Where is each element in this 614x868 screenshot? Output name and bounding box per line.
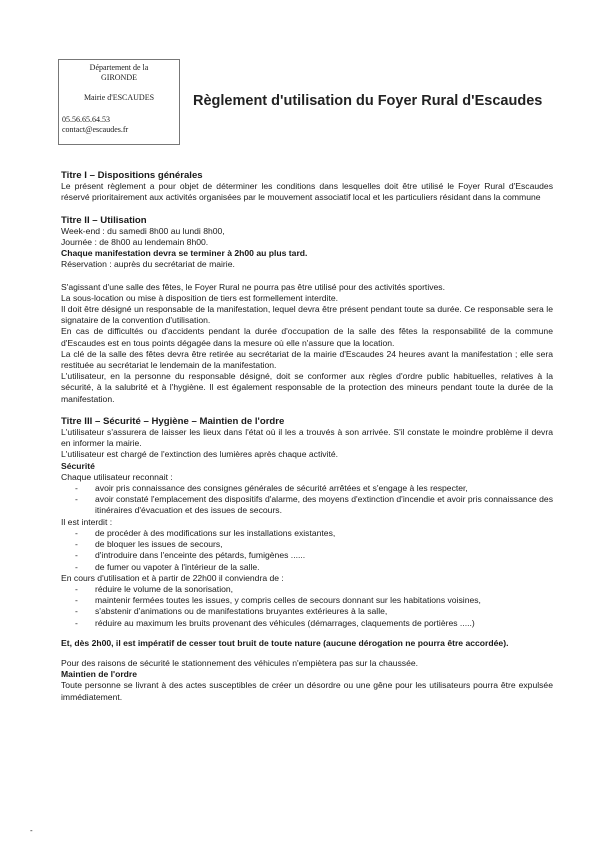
stamp-phone: 05.56.65.64.53 xyxy=(62,115,110,124)
list-item: - de bloquer les issues de secours, xyxy=(61,539,553,550)
list-item: - s'abstenir d'animations ou de manifestations bruyantes extérieures à la salle, xyxy=(61,606,553,617)
titre2-fin: Chaque manifestation devra se terminer à 2h00 au plus tard. xyxy=(61,248,308,259)
page-mark: - xyxy=(30,826,33,835)
maintien-text: Toute personne se livrant à des actes susceptibles de créer un désordre ou une gêne pour les utilisateurs pourra être expulsée immédiatement. xyxy=(61,680,553,702)
page-title: Règlement d'utilisation du Foyer Rural d'Escaudes xyxy=(193,93,543,109)
reconnait-intro: Chaque utilisateur reconnait : xyxy=(61,471,173,482)
titre2-p6: L'utilisateur, en la personne du responsable désigné, doit se conformer aux règles d'ordre public habituelles, relatives à la sécurité, à la salubrité et à l'hygiène. Il est également responsable de la protection des mineurs pendant toute la durée de la manifestation. xyxy=(61,371,553,404)
stamp-mairie: Mairie d'ESCAUDES xyxy=(83,93,155,102)
list-item: - avoir constaté l'emplacement des dispositifs d'alarme, des moyens d'extinction d'incendie et avoir pris connaissance des itinéraires d'évacuation et des issues de secours. xyxy=(61,494,553,516)
titre3-p1: L'utilisateur s'assurera de laisser les lieux dans l'état où il les a trouvés à son arrivée. S'il constate le moindre problème il devra en informer la mairie. xyxy=(61,427,553,449)
titre2-weekend: Week-end : du samedi 8h00 au lundi 8h00, xyxy=(61,225,225,236)
mairie-stamp xyxy=(58,59,180,145)
stamp-email: contact@escaudes.fr xyxy=(62,125,129,134)
titre2-heading: Titre II – Utilisation xyxy=(61,214,147,226)
titre2-p1: S'agissant d'une salle des fêtes, le Foyer Rural ne pourra pas être utilisé pour des activités sportives. xyxy=(61,281,445,292)
list-item: - de procéder à des modifications sur les installations existantes, xyxy=(61,528,553,539)
stamp-dept-line2: GIRONDE xyxy=(101,73,137,82)
list-item: - réduire au maximum les bruits provenant des véhicules (démarrages, claquements de portières .....) xyxy=(61,618,553,629)
interdit-intro: Il est interdit : xyxy=(61,516,113,527)
titre2-reservation: Réservation : auprès du secrétariat de mairie. xyxy=(61,259,235,270)
reconnait-list xyxy=(61,483,553,517)
securite-heading: Sécurité xyxy=(61,460,95,471)
interdit-list xyxy=(61,528,553,573)
cours-list xyxy=(61,584,553,629)
maintien-heading: Maintien de l'ordre xyxy=(61,669,138,680)
list-item: - réduire le volume de la sonorisation, xyxy=(61,584,553,595)
titre3-p2: L'utilisateur est chargé de l'extinction des lumières après chaque activité. xyxy=(61,449,338,460)
titre2-p2: La sous-location ou mise à disposition de tiers est formellement interdite. xyxy=(61,292,339,303)
titre2-p4: En cas de difficultés ou d'accidents pendant la durée d'occupation de la salle des fêtes la responsabilité de la commune d'Escaudes est en tous points dégagée dans la mesure où elle n'assure que la location. xyxy=(61,326,553,348)
titre1-text: Le présent règlement a pour objet de déterminer les conditions dans lesquelles doit être utilisé le Foyer Rural d'Escaudes réservé prioritairement aux activités organisées par le mouvement associatif local et les particuliers résidant dans la commune xyxy=(61,181,553,203)
titre1-heading: Titre I – Dispositions générales xyxy=(61,170,203,181)
list-item: - avoir pris connaissance des consignes générales de sécurité arrêtées et s'engage à les respecter, xyxy=(61,483,553,494)
bruit-interdiction: Et, dès 2h00, il est impératif de cesser tout bruit de toute nature (aucune dérogation ne pourra être accordée). xyxy=(61,637,509,648)
cours-intro: En cours d'utilisation et à partir de 22h00 il conviendra de : xyxy=(61,572,284,583)
stamp-dept-line1: Département de la xyxy=(89,63,149,72)
titre2-p3: Il doit être désigné un responsable de la manifestation, lequel devra être présent pendant toute sa durée. Ce responsable sera le signataire de la convention d'utilisation. xyxy=(61,304,553,326)
list-item: - maintenir fermées toutes les issues, y compris celles de secours donnant sur les habitations voisines, xyxy=(61,595,553,606)
list-item: - de fumer ou vapoter à l'intérieur de la salle. xyxy=(61,562,553,573)
stationnement-text: Pour des raisons de sécurité le stationnement des véhicules n'empiètera pas sur la chaussée. xyxy=(61,657,419,668)
document-body xyxy=(61,170,553,703)
titre2-journee: Journée : de 8h00 au lendemain 8h00. xyxy=(61,237,209,248)
titre3-heading: Titre III – Sécurité – Hygiène – Maintien de l'ordre xyxy=(61,415,285,427)
list-item: - d'introduire dans l'enceinte des pétards, fumigènes ...... xyxy=(61,550,553,561)
titre2-p5: La clé de la salle des fêtes devra être retirée au secrétariat de la mairie d'Escaudes 24 heures avant la manifestation ; elle sera restituée au secrétariat le lendemain de la manifestation. xyxy=(61,348,553,371)
